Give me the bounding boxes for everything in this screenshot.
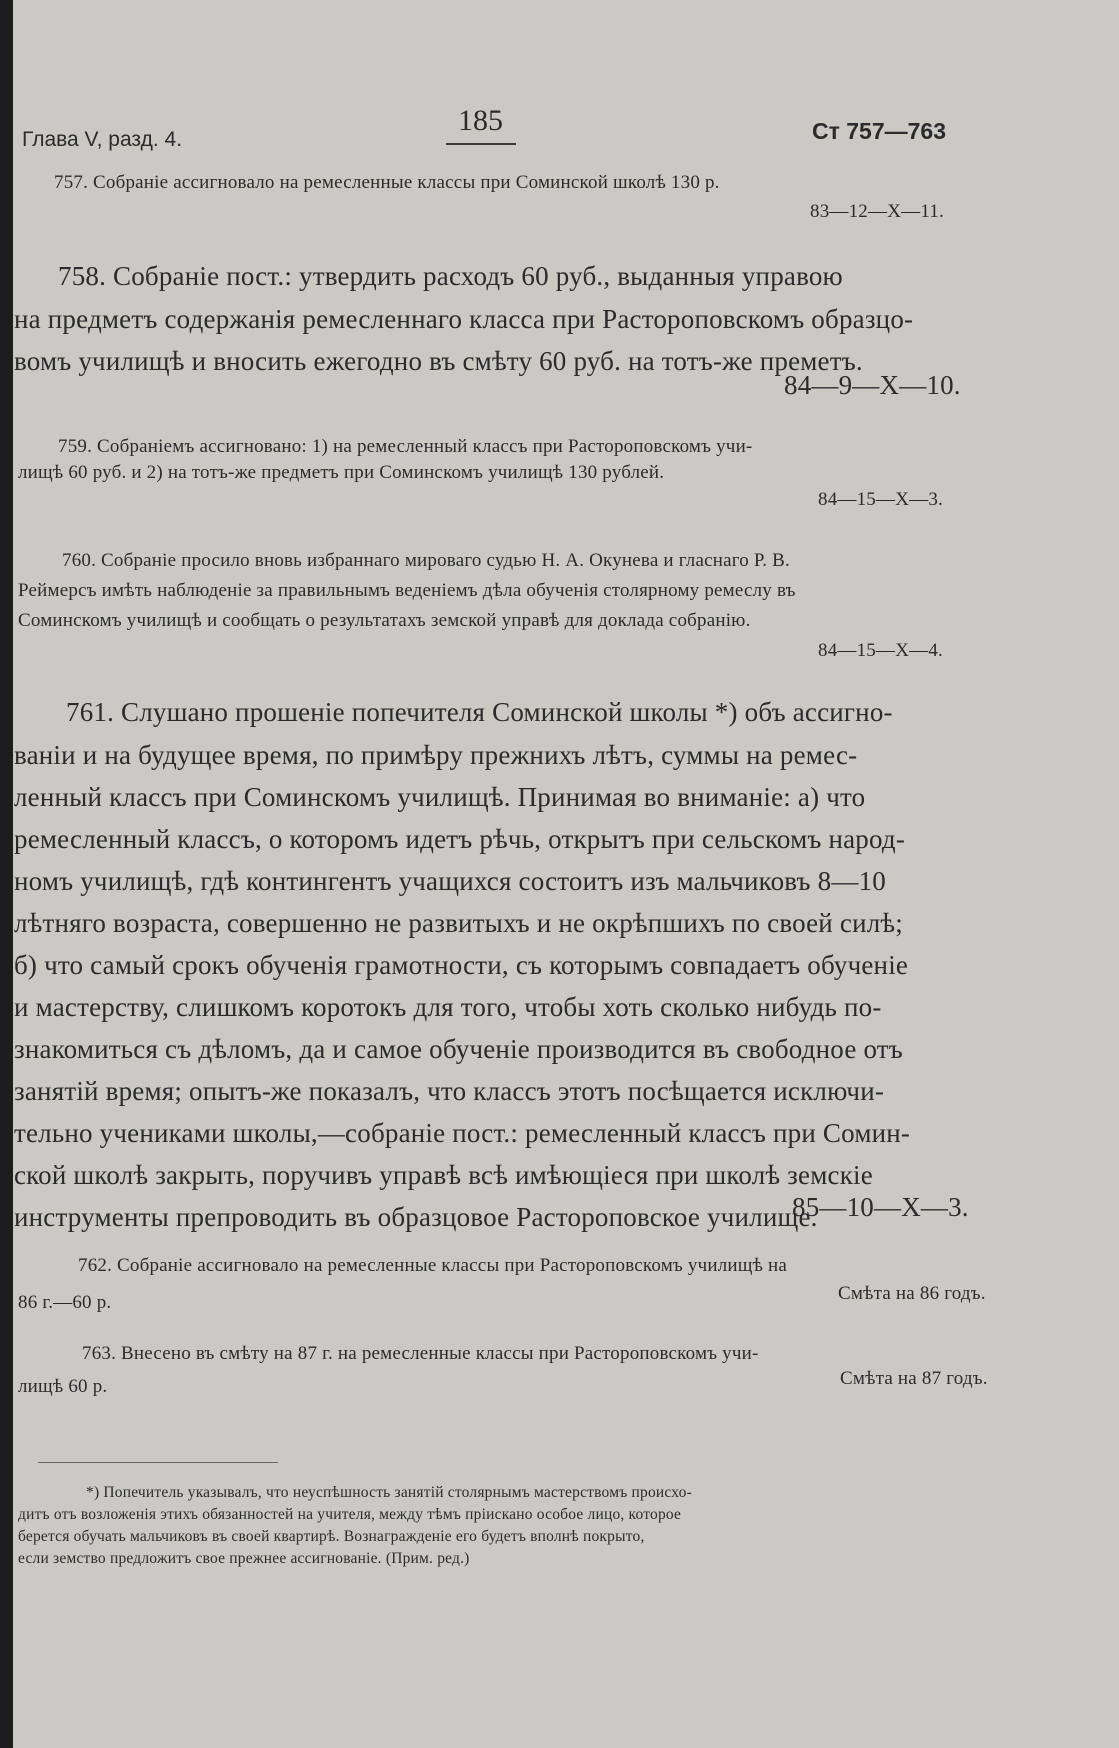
entry-762-ref: Смѣта на 86 годъ. — [838, 1283, 986, 1304]
footnote-line: *) Попечитель указывалъ, что неуспѣшность занятій столярнымъ мастерствомъ происхо- — [86, 1484, 692, 1501]
entry-757-ref: 83—12—X—11. — [810, 201, 944, 222]
entry-761-line: инструменты препроводить въ образцовое Растороповское училище. — [14, 1202, 818, 1232]
footnote-line: берется обучать мальчиковъ въ своей квартирѣ. Вознагражденіе его будетъ вполнѣ покрыто, — [18, 1528, 645, 1545]
entry-761-line: занятій время; опытъ-же показалъ, что классъ этотъ посѣщается исключи- — [14, 1076, 885, 1106]
footnote-line: дитъ отъ возложенія этихъ обязанностей на учителя, между тѣмъ пріискано особое лицо, которое — [18, 1506, 682, 1523]
entry-763-ref: Смѣта на 87 годъ. — [840, 1368, 988, 1389]
page-edge-shadow — [0, 0, 13, 1748]
entry-760-line: Соминскомъ училищѣ и сообщать о результатахъ земской управѣ для доклада собранію. — [18, 610, 751, 631]
entry-761-line: б) что самый срокъ обученія грамотности, съ которымъ совпадаетъ обученіе — [14, 950, 909, 980]
entry-762-line: 86 г.—60 р. — [18, 1292, 112, 1313]
page-number: 185 — [458, 104, 503, 137]
entry-757-line: 757. Собраніе ассигновало на ремесленные классы при Соминской школѣ 130 р. — [54, 172, 720, 193]
entry-761-line: и мастерству, слишкомъ коротокъ для того, чтобы хоть сколько нибудь по- — [14, 992, 882, 1022]
entry-761-line: ваніи и на будущее время, по примѣру прежнихъ лѣтъ, суммы на ремес- — [14, 740, 858, 770]
chapter-header: Глава V, разд. 4. — [22, 128, 183, 151]
entry-760-line: Реймерсъ имѣть наблюденіе за правильнымъ веденіемъ дѣла обученія столярному ремеслу въ — [18, 580, 796, 601]
entry-761-line: ленный классъ при Соминскомъ училищѣ. Принимая во вниманіе: а) что — [14, 782, 866, 812]
entry-763-line: 763. Внесено въ смѣту на 87 г. на ремесленные классы при Растороповскомъ учи- — [82, 1343, 759, 1364]
entry-763-line: лищѣ 60 р. — [18, 1376, 108, 1397]
entry-760-ref: 84—15—X—4. — [818, 640, 943, 661]
entry-758-line: 758. Собраніе пост.: утвердить расходъ 60 руб., выданныя управою — [58, 261, 843, 291]
entry-761-line: ской школѣ закрыть, поручивъ управѣ всѣ имѣющіеся при школѣ земскіе — [14, 1160, 873, 1190]
entry-762-line: 762. Собраніе ассигновало на ремесленные классы при Растороповскомъ училищѣ на — [78, 1255, 788, 1276]
entry-761-line: знакомиться съ дѣломъ, да и самое обученіе производится въ свободное отъ — [14, 1034, 903, 1064]
footnote-line: если земство предложитъ свое прежнее ассигнованіе. (Прим. ред.) — [18, 1550, 470, 1567]
footnote-rule — [38, 1462, 278, 1463]
page-number-rule — [446, 143, 516, 145]
entry-761-line: номъ училищѣ, гдѣ контингентъ учащихся состоитъ изъ мальчиковъ 8—10 — [14, 866, 886, 896]
entry-759-line: 759. Собраніемъ ассигновано: 1) на ремесленный классъ при Растороповскомъ учи- — [58, 436, 753, 457]
entry-759-line: лищѣ 60 руб. и 2) на тотъ-же предметъ при Соминскомъ училищѣ 130 рублей. — [18, 462, 665, 483]
entry-761-line: тельно учениками школы,—собраніе пост.: ремесленный классъ при Сомин- — [14, 1118, 911, 1148]
entry-760-line: 760. Собраніе просило вновь избраннаго мироваго судью Н. А. Окунева и гласнаго Р. В. — [62, 550, 791, 571]
entry-758-line: вомъ училищѣ и вносить ежегодно въ смѣту 60 руб. на тотъ-же преметъ. — [14, 346, 863, 376]
entry-759-ref: 84—15—X—3. — [818, 489, 943, 510]
entry-761-line: ремесленный классъ, о которомъ идетъ рѣчь, открытъ при сельскомъ народ- — [14, 824, 906, 854]
entry-758-line: на предметъ содержанія ремесленнаго класса при Растороповскомъ образцо- — [14, 304, 914, 334]
entry-758-ref: 84—9—X—10. — [784, 370, 961, 400]
article-range: Ст 757—763 — [812, 118, 947, 144]
entry-761-line: лѣтняго возраста, совершенно не развитыхъ и не окрѣпшихъ по своей силѣ; — [14, 908, 903, 938]
entry-761-ref: 85—10—X—3. — [792, 1192, 969, 1222]
entry-761-line: 761. Слушано прошеніе попечителя Соминской школы *) объ ассигно- — [66, 697, 893, 727]
